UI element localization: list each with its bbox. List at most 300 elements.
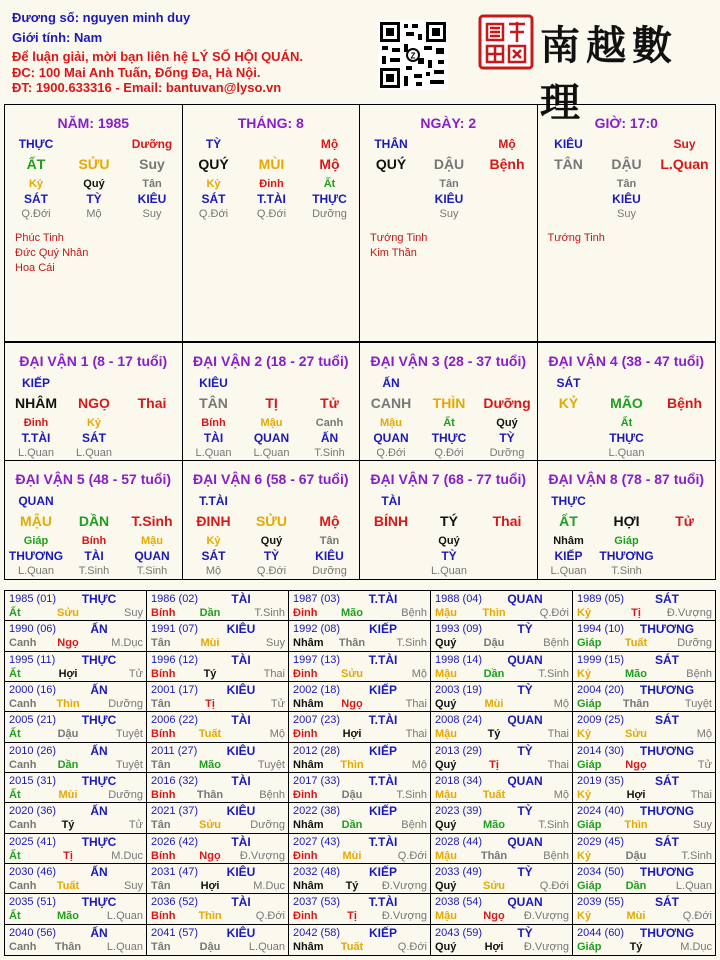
ten-god: THÂN bbox=[374, 137, 408, 151]
year-cell[interactable] bbox=[147, 925, 289, 955]
year-ten-god: T.TÀI bbox=[368, 895, 398, 910]
year-phase: L.Quan bbox=[248, 940, 285, 953]
year-cell[interactable] bbox=[573, 773, 715, 803]
year-ten-god: KIÊU bbox=[226, 683, 256, 697]
year-cell[interactable] bbox=[431, 803, 573, 833]
year-cell[interactable] bbox=[147, 834, 289, 864]
year-ten-god: KIẾP bbox=[368, 683, 397, 697]
year-label: 2040 (56) bbox=[9, 926, 57, 939]
year-stem: Ất bbox=[9, 667, 21, 680]
year-phase: Đ.Vượng bbox=[381, 910, 427, 923]
year-branch: Thìn bbox=[340, 758, 364, 771]
year-ten-god: QUAN bbox=[507, 895, 543, 910]
stem-branch: HỢI bbox=[613, 513, 640, 529]
year-stem: Quý bbox=[435, 698, 457, 710]
year-stem: Kỷ bbox=[577, 728, 592, 741]
year-branch: Thìn bbox=[198, 910, 222, 923]
stem-branch: TỊ bbox=[265, 395, 278, 411]
stem-branch: Tử bbox=[675, 513, 694, 529]
year-ten-god: TỲ bbox=[517, 622, 533, 637]
hidden-god: KIÊU bbox=[612, 192, 641, 206]
year-cell[interactable] bbox=[147, 591, 289, 621]
year-ten-god: THƯƠNG bbox=[639, 683, 695, 697]
dai-van-title: ĐẠI VẬN 2 (18 - 27 tuổi) bbox=[192, 353, 349, 369]
year-branch: Thìn bbox=[624, 819, 648, 832]
year-label: 2014 (30) bbox=[577, 744, 625, 757]
star-item: Hoa Cái bbox=[15, 262, 55, 274]
year-phase: Bệnh bbox=[543, 637, 569, 650]
year-label: 2004 (20) bbox=[577, 684, 625, 696]
year-cell[interactable] bbox=[573, 743, 715, 773]
year-cell[interactable] bbox=[5, 925, 147, 955]
hidden-stem: Mậu bbox=[260, 417, 283, 429]
year-ten-god: TỲ bbox=[517, 683, 533, 697]
year-ten-god: TỲ bbox=[517, 925, 533, 940]
year-ten-god: ẤN bbox=[90, 683, 108, 697]
year-phase: T.Sinh bbox=[538, 819, 569, 832]
year-ten-god: KIẾP bbox=[368, 925, 397, 940]
year-label: 2019 (35) bbox=[577, 775, 625, 787]
stem-branch: Thai bbox=[137, 395, 167, 411]
year-cell[interactable] bbox=[431, 682, 573, 712]
year-phase: Suy bbox=[124, 607, 143, 619]
year-label: 1998 (14) bbox=[435, 653, 483, 666]
year-cell[interactable] bbox=[5, 712, 147, 742]
year-ten-god: THƯƠNG bbox=[639, 865, 695, 879]
hidden-god: QUAN bbox=[373, 431, 409, 445]
phone-email-line[interactable]: ĐT: 1900.633316 - Email: bantuvan@lyso.vn bbox=[12, 80, 282, 95]
year-branch: Mão bbox=[341, 607, 363, 619]
year-cell[interactable] bbox=[289, 743, 431, 773]
year-phase: Tuyệt bbox=[257, 758, 285, 771]
year-ten-god: KIÊU bbox=[226, 622, 256, 637]
year-cell[interactable] bbox=[573, 925, 715, 955]
year-branch: Ngọ bbox=[483, 910, 505, 923]
year-phase: Q.Đới bbox=[397, 940, 427, 953]
ten-god: Suy bbox=[673, 137, 696, 151]
hidden-stem: Bính bbox=[201, 417, 226, 429]
year-phase: Đ.Vượng bbox=[523, 910, 569, 923]
year-cell[interactable] bbox=[5, 621, 147, 651]
year-cell[interactable] bbox=[289, 652, 431, 682]
year-cell[interactable] bbox=[5, 803, 147, 833]
year-ten-god: KIÊU bbox=[226, 743, 256, 758]
year-cell[interactable] bbox=[147, 712, 289, 742]
hidden-stem: Ất bbox=[443, 417, 455, 429]
hidden-stem: Quý bbox=[438, 535, 460, 547]
year-ten-god: ẤN bbox=[90, 925, 108, 940]
year-ten-god: ẤN bbox=[90, 622, 108, 637]
star-item: Tướng Tinh bbox=[547, 232, 605, 244]
year-ten-god: TÀI bbox=[231, 895, 251, 910]
year-cell[interactable] bbox=[147, 652, 289, 682]
year-branch: Mão bbox=[483, 819, 505, 832]
year-phase: T.Sinh bbox=[254, 607, 285, 619]
star-item: Đức Quý Nhân bbox=[15, 247, 89, 259]
year-label: 2021 (37) bbox=[151, 805, 199, 818]
year-branch: Dần bbox=[483, 667, 505, 680]
owner-name: Đương số: nguyen minh duy bbox=[12, 10, 191, 25]
hidden-stem: Canh bbox=[315, 417, 344, 429]
year-phase: Bệnh bbox=[686, 667, 712, 680]
year-branch: Sửu bbox=[56, 607, 80, 619]
year-stem: Quý bbox=[435, 637, 457, 650]
year-phase: Thai bbox=[547, 728, 569, 741]
ten-god: KIÊU bbox=[554, 137, 583, 151]
year-phase: M.Dục bbox=[111, 637, 143, 650]
year-cell[interactable] bbox=[431, 621, 573, 651]
year-cell[interactable] bbox=[573, 894, 715, 924]
year-cell[interactable] bbox=[573, 652, 715, 682]
year-cell[interactable] bbox=[573, 864, 715, 894]
year-label: 1994 (10) bbox=[577, 623, 625, 636]
contact-line[interactable]: Để luận giải, mời bạn liên hệ LÝ SỐ HỘI QUÁN. bbox=[12, 49, 303, 64]
dai-van-cell bbox=[5, 461, 183, 579]
year-phase: M.Dục bbox=[253, 880, 285, 892]
ten-god: QUAN bbox=[18, 494, 54, 508]
year-stem: Tân bbox=[151, 940, 171, 953]
hidden-phase: T.Sinh bbox=[314, 447, 345, 459]
year-branch: Thân bbox=[196, 789, 224, 801]
year-branch: Hợi bbox=[58, 667, 78, 680]
year-label: 2032 (48) bbox=[293, 866, 341, 878]
year-cell[interactable] bbox=[289, 925, 431, 955]
year-ten-god: KIẾP bbox=[368, 865, 397, 879]
hidden-stem: Quý bbox=[260, 535, 283, 547]
year-cell[interactable] bbox=[147, 743, 289, 773]
year-cell[interactable] bbox=[573, 834, 715, 864]
hidden-god: TÀI bbox=[203, 431, 224, 445]
stem-branch: L.Quan bbox=[660, 156, 709, 172]
year-branch: Dậu bbox=[57, 728, 79, 741]
year-stem: Mậu bbox=[435, 910, 457, 923]
year-stem: Canh bbox=[9, 758, 37, 771]
year-label: 2007 (23) bbox=[293, 714, 341, 727]
year-ten-god: KIẾP bbox=[368, 622, 397, 637]
year-branch: Tuất bbox=[482, 789, 506, 801]
hidden-god: TỲ bbox=[499, 431, 515, 445]
year-branch: Sửu bbox=[482, 880, 506, 892]
year-ten-god: SÁT bbox=[655, 713, 679, 728]
hidden-phase: L.Quan bbox=[608, 447, 645, 459]
year-ten-god: SÁT bbox=[655, 774, 679, 788]
year-cell[interactable] bbox=[289, 864, 431, 894]
year-stem: Nhâm bbox=[293, 940, 324, 953]
hidden-phase: T.Sinh bbox=[78, 565, 110, 577]
year-ten-god: KIÊU bbox=[226, 865, 256, 879]
hidden-stem: Tân bbox=[319, 535, 340, 547]
year-phase: Tuyệt bbox=[115, 728, 143, 741]
stem-branch: TÂN bbox=[554, 156, 583, 172]
year-phase: Tử bbox=[128, 819, 143, 832]
year-phase: Mộ bbox=[411, 667, 427, 680]
hidden-god: T.TÀI bbox=[257, 192, 286, 206]
year-cell[interactable] bbox=[431, 652, 573, 682]
hidden-god: KIÊU bbox=[315, 549, 344, 563]
hidden-phase: L.Quan bbox=[253, 447, 290, 459]
year-stem: Bính bbox=[151, 910, 176, 923]
stem-branch: NHÂM bbox=[15, 395, 57, 411]
year-branch: Sửu bbox=[198, 819, 222, 832]
year-branch: Tý bbox=[61, 819, 75, 832]
qr-code-icon[interactable] bbox=[378, 20, 448, 90]
year-cell[interactable] bbox=[289, 682, 431, 712]
year-stem: Đinh bbox=[293, 607, 318, 619]
hidden-stem: Mậu bbox=[380, 417, 402, 429]
year-phase: Tuyệt bbox=[115, 758, 143, 771]
year-stem: Canh bbox=[9, 880, 37, 892]
year-cell[interactable] bbox=[5, 652, 147, 682]
dai-van-cell bbox=[5, 343, 183, 461]
hidden-stem: Bính bbox=[81, 535, 107, 547]
year-phase: Bệnh bbox=[543, 849, 569, 862]
year-ten-god: TÀI bbox=[231, 774, 251, 788]
year-cell[interactable] bbox=[147, 773, 289, 803]
year-label: 1991 (07) bbox=[151, 623, 199, 636]
year-cell[interactable] bbox=[147, 894, 289, 924]
year-label: 2033 (49) bbox=[435, 866, 483, 878]
year-branch: Thân bbox=[338, 637, 366, 650]
hidden-god: SÁT bbox=[201, 192, 226, 206]
hidden-god: TỲ bbox=[86, 192, 102, 206]
year-stem: Canh bbox=[9, 940, 37, 953]
year-cell[interactable] bbox=[5, 591, 147, 621]
year-stem: Tân bbox=[151, 758, 171, 771]
year-stem: Quý bbox=[435, 880, 457, 892]
hidden-phase: Q.Đới bbox=[376, 447, 406, 459]
year-stem: Bính bbox=[151, 728, 176, 741]
year-ten-god: T.TÀI bbox=[368, 652, 398, 667]
hidden-stem: Tân bbox=[616, 178, 637, 190]
hidden-phase: L.Quan bbox=[75, 447, 113, 459]
year-branch: Mùi bbox=[58, 789, 78, 801]
year-ten-god: TÀI bbox=[231, 592, 251, 606]
seal-stamp-icon bbox=[478, 14, 534, 70]
year-cell[interactable] bbox=[147, 621, 289, 651]
year-stem: Quý bbox=[435, 819, 457, 832]
year-phase: Dưỡng bbox=[108, 698, 143, 710]
year-ten-god: THỰC bbox=[81, 895, 117, 910]
stem-branch: CANH bbox=[370, 395, 412, 411]
year-ten-god: T.TÀI bbox=[368, 774, 398, 788]
year-cell[interactable] bbox=[289, 803, 431, 833]
year-phase: T.Sinh bbox=[396, 789, 427, 801]
year-ten-god: QUAN bbox=[507, 592, 543, 606]
address-line: ĐC: 100 Mai Anh Tuấn, Đống Đa, Hà Nội. bbox=[12, 65, 261, 80]
year-ten-god: THƯƠNG bbox=[639, 743, 695, 758]
year-phase: Dưỡng bbox=[250, 819, 285, 832]
year-phase: Đ.Vượng bbox=[239, 849, 285, 862]
year-cell[interactable] bbox=[573, 712, 715, 742]
year-ten-god: THỰC bbox=[81, 713, 117, 728]
year-label: 2015 (31) bbox=[9, 775, 57, 787]
hidden-god: THƯƠNG bbox=[599, 549, 654, 563]
hidden-stem: Nhâm bbox=[553, 535, 584, 547]
year-cell[interactable] bbox=[289, 621, 431, 651]
hidden-stem: Ất bbox=[323, 178, 336, 190]
year-branch: Mão bbox=[625, 667, 647, 680]
dai-van-cell bbox=[360, 343, 538, 461]
year-cell[interactable] bbox=[147, 803, 289, 833]
hidden-god: T.TÀI bbox=[21, 431, 51, 445]
stem-branch: TÝ bbox=[440, 513, 458, 529]
year-cell[interactable] bbox=[431, 894, 573, 924]
year-branch: Ngọ bbox=[199, 849, 221, 862]
year-phase: Đ.Vượng bbox=[666, 607, 712, 619]
year-label: 1995 (11) bbox=[9, 653, 56, 666]
hidden-stem: Tân bbox=[439, 178, 459, 190]
year-cell[interactable] bbox=[147, 682, 289, 712]
year-cell[interactable] bbox=[289, 834, 431, 864]
year-stem: Kỷ bbox=[577, 849, 592, 862]
year-cell[interactable] bbox=[5, 743, 147, 773]
year-cell[interactable] bbox=[5, 894, 147, 924]
year-cell[interactable] bbox=[431, 834, 573, 864]
hidden-phase: Mộ bbox=[86, 208, 102, 220]
year-stem: Kỷ bbox=[577, 667, 592, 680]
dai-van-title: ĐẠI VẬN 8 (78 - 87 tuổi) bbox=[548, 471, 705, 487]
year-label: 2011 (27) bbox=[151, 744, 198, 757]
year-phase: M.Dục bbox=[680, 940, 712, 953]
star-item: Tướng Tinh bbox=[370, 232, 428, 244]
year-cell[interactable] bbox=[573, 803, 715, 833]
year-ten-god: SÁT bbox=[655, 592, 679, 606]
hidden-stem: Giáp bbox=[23, 535, 49, 547]
year-stem: Tân bbox=[151, 880, 171, 892]
year-cell[interactable] bbox=[289, 894, 431, 924]
year-cell[interactable] bbox=[573, 682, 715, 712]
year-cell[interactable] bbox=[431, 773, 573, 803]
hidden-god: SÁT bbox=[201, 549, 226, 563]
year-branch: Thân bbox=[54, 940, 82, 953]
year-branch: Sửu bbox=[624, 728, 648, 741]
year-ten-god: QUAN bbox=[507, 774, 543, 788]
year-stem: Nhâm bbox=[293, 637, 324, 650]
year-stem: Quý bbox=[435, 758, 457, 771]
year-phase: Q.Đới bbox=[397, 849, 427, 862]
year-label: 2017 (33) bbox=[293, 775, 341, 787]
year-cell[interactable] bbox=[5, 682, 147, 712]
year-stem: Ất bbox=[9, 607, 21, 619]
dai-van-title: ĐẠI VẬN 6 (58 - 67 tuổi) bbox=[192, 471, 349, 487]
dai-van-title: ĐẠI VẬN 3 (28 - 37 tuổi) bbox=[370, 353, 527, 369]
stem-branch: TÂN bbox=[199, 395, 228, 411]
year-branch: Dậu bbox=[625, 849, 647, 862]
year-phase: Thai bbox=[690, 789, 712, 801]
hidden-phase: Q.Đới bbox=[198, 208, 229, 220]
stem-branch: MÃO bbox=[610, 395, 643, 411]
year-branch: Mùi bbox=[342, 849, 362, 862]
year-cell[interactable] bbox=[147, 864, 289, 894]
stem-branch: Tử bbox=[320, 395, 339, 411]
year-cell[interactable] bbox=[431, 712, 573, 742]
year-cell[interactable] bbox=[431, 925, 573, 955]
hidden-phase: L.Quan bbox=[550, 565, 587, 577]
stem-branch: T.Sinh bbox=[131, 513, 173, 529]
hidden-god: THỰC bbox=[312, 192, 347, 206]
hidden-phase: L.Quan bbox=[17, 565, 55, 577]
year-branch: Mùi bbox=[200, 637, 220, 650]
ten-god: Mộ bbox=[320, 137, 339, 151]
hidden-phase: Q.Đới bbox=[434, 447, 464, 459]
year-phase: Suy bbox=[693, 819, 712, 832]
dai-van-cell bbox=[183, 461, 361, 579]
year-cell[interactable] bbox=[573, 591, 715, 621]
hidden-phase: Suy bbox=[617, 208, 636, 220]
year-stem: Đinh bbox=[293, 789, 318, 801]
hidden-stem: Kỷ bbox=[206, 535, 221, 547]
year-branch: Thân bbox=[622, 698, 650, 710]
year-phase: Đ.Vượng bbox=[381, 880, 427, 892]
year-ten-god: TỲ bbox=[517, 743, 533, 758]
year-branch: Dậu bbox=[199, 940, 221, 953]
stem-branch: Bệnh bbox=[667, 395, 702, 411]
year-branch: Tuất bbox=[198, 728, 222, 741]
year-cell[interactable] bbox=[289, 712, 431, 742]
star-item: Kim Thần bbox=[370, 247, 417, 259]
hidden-god: TỲ bbox=[441, 549, 457, 563]
year-label: 2000 (16) bbox=[9, 684, 57, 696]
year-stem: Giáp bbox=[577, 637, 602, 650]
year-stem: Ất bbox=[9, 789, 21, 801]
year-stem: Giáp bbox=[577, 758, 602, 771]
year-label: 2003 (19) bbox=[435, 684, 483, 696]
year-label: 1993 (09) bbox=[435, 623, 483, 636]
year-stem: Bính bbox=[151, 607, 176, 619]
year-ten-god: TỲ bbox=[517, 804, 533, 819]
year-cell[interactable] bbox=[431, 591, 573, 621]
year-phase: Thai bbox=[405, 728, 427, 741]
year-cell[interactable] bbox=[5, 773, 147, 803]
year-cell[interactable] bbox=[289, 773, 431, 803]
year-label: 2016 (32) bbox=[151, 775, 199, 787]
year-label: 1986 (02) bbox=[151, 593, 199, 605]
year-cell[interactable] bbox=[431, 864, 573, 894]
hidden-god: SÁT bbox=[82, 431, 106, 445]
year-ten-god: QUAN bbox=[507, 713, 543, 728]
year-label: 2029 (45) bbox=[577, 835, 625, 848]
hidden-god: QUAN bbox=[134, 549, 170, 563]
year-cell[interactable] bbox=[431, 743, 573, 773]
year-phase: L.Quan bbox=[106, 940, 143, 953]
year-branch: Dần bbox=[341, 819, 363, 832]
year-label: 2023 (39) bbox=[435, 805, 483, 818]
year-cell[interactable] bbox=[573, 621, 715, 651]
year-label: 1997 (13) bbox=[293, 653, 341, 666]
year-ten-god: THƯƠNG bbox=[639, 804, 695, 819]
year-ten-god: SÁT bbox=[655, 895, 679, 910]
stem-branch: Thai bbox=[492, 513, 522, 529]
year-phase: Tử bbox=[128, 667, 143, 680]
year-stem: Canh bbox=[9, 637, 37, 650]
year-ten-god: TỲ bbox=[517, 865, 533, 879]
hidden-phase: T.Sinh bbox=[136, 565, 168, 577]
stem-branch: NGỌ bbox=[78, 395, 110, 411]
year-phase: Q.Đới bbox=[682, 910, 712, 923]
year-cell[interactable] bbox=[289, 591, 431, 621]
stem-branch: DẦN bbox=[78, 513, 110, 529]
hidden-god: TỲ bbox=[263, 549, 280, 563]
year-cell[interactable] bbox=[5, 864, 147, 894]
year-ten-god: TÀI bbox=[231, 713, 251, 728]
year-label: 2037 (53) bbox=[293, 896, 341, 909]
year-branch: Hợi bbox=[342, 728, 362, 741]
year-label: 2039 (55) bbox=[577, 896, 625, 909]
year-cell[interactable] bbox=[5, 834, 147, 864]
year-phase: Tử bbox=[270, 698, 285, 710]
year-ten-god: TÀI bbox=[231, 652, 251, 667]
ten-god: SÁT bbox=[556, 376, 581, 390]
